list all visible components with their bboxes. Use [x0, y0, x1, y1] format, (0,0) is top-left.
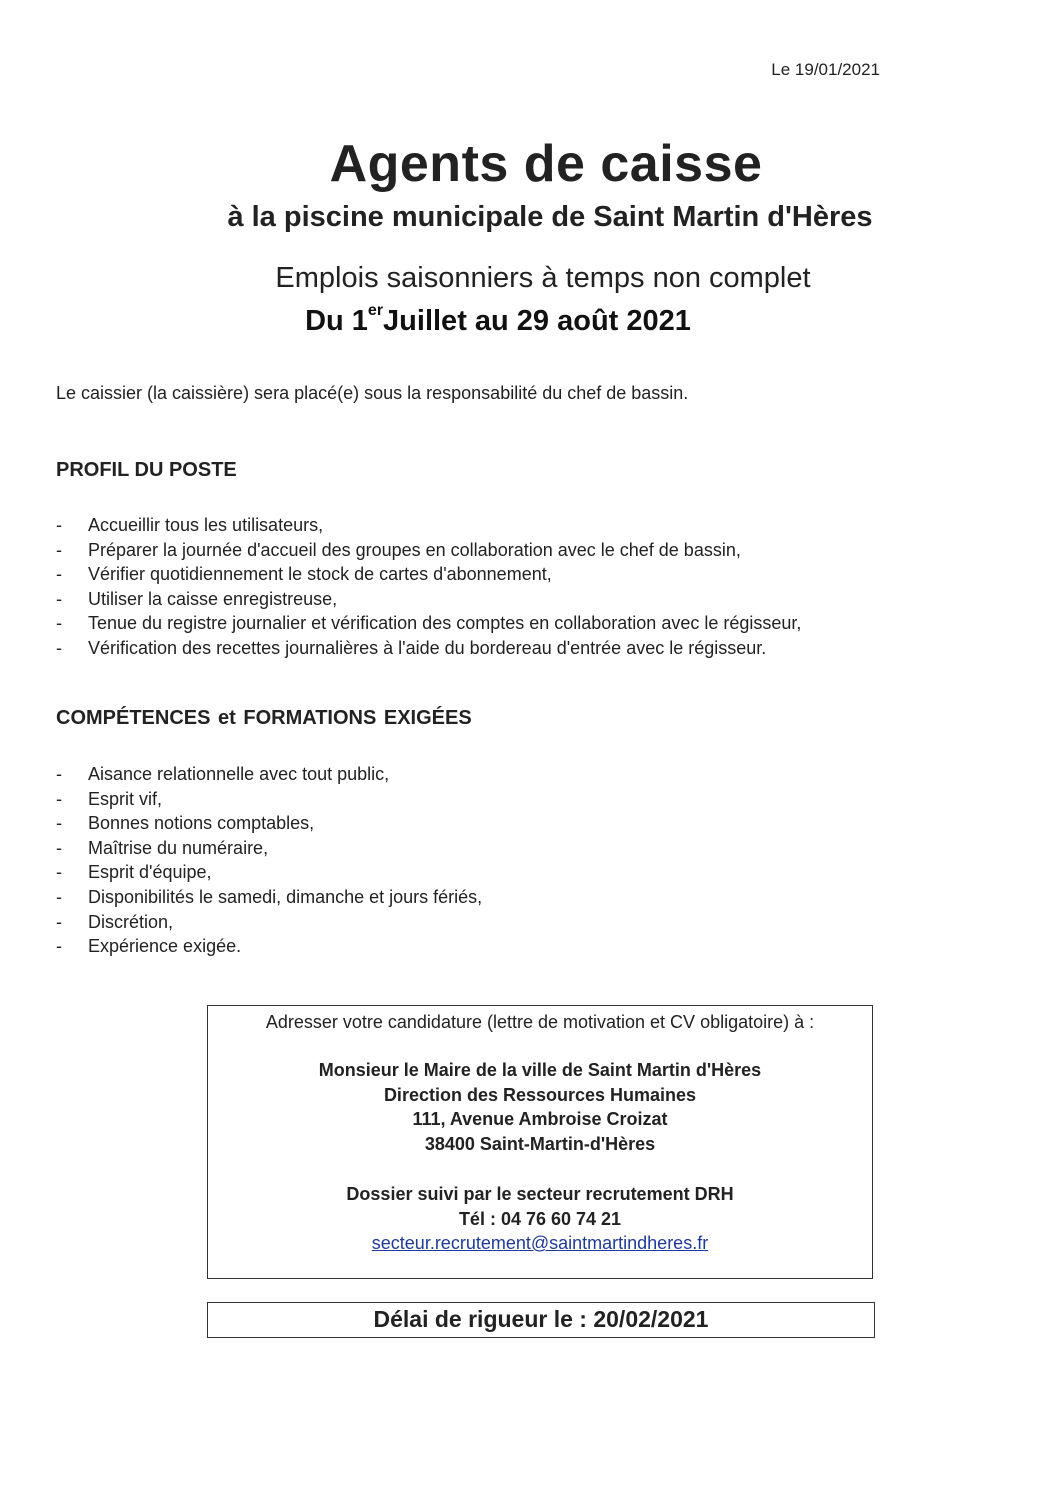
employment-period: [0, 302, 996, 338]
list-item: - Esprit d'équipe,: [56, 862, 212, 883]
list-item: - Aisance relationnelle avec tout public,: [56, 764, 390, 784]
list-item-text: Bonnes notions comptables,: [88, 813, 315, 834]
period-suffix: Juillet au 29 août 2021: [383, 305, 691, 337]
contact-street: 111, Avenue Ambroise Croizat: [412, 1109, 668, 1129]
profil-list: [56, 513, 801, 661]
employment-type: Emplois saisonniers à temps non complet: [275, 262, 811, 294]
deadline-box: Délai de rigueur le : 20/02/2021: [207, 1302, 875, 1338]
contact-box: [207, 1005, 873, 1279]
profil-section-title: PROFIL DU POSTE: [56, 459, 237, 481]
list-item: - Esprit vif,: [56, 788, 163, 809]
list-item-text: Maîtrise du numéraire,: [88, 837, 269, 858]
list-item-text: Expérience exigée.: [88, 936, 242, 957]
list-item-text: Utiliser la caisse enregistreuse,: [88, 588, 338, 609]
contact-city: 38400 Saint-Martin-d'Hères: [424, 1133, 656, 1154]
contact-phone: Tél : 04 76 60 74 21: [458, 1208, 622, 1229]
contact-recipient: Monsieur le Maire de la ville de Saint Martin d'Hères: [318, 1060, 762, 1080]
contact-email-link[interactable]: secteur.recrutement@saintmartindheres.fr: [371, 1233, 709, 1253]
list-item-text: Préparer la journée d'accueil des groupes en collaboration avec le chef de bassin,: [88, 539, 741, 560]
period-prefix: Du 1: [305, 305, 368, 337]
contact-followed-by: Dossier suivi par le secteur recrutement DRH: [346, 1184, 734, 1204]
period-superscript: er: [367, 302, 384, 320]
competences-list: [56, 762, 482, 959]
list-item: - Bonnes notions comptables,: [56, 813, 315, 834]
contact-followup: [208, 1182, 872, 1256]
list-item-text: Discrétion,: [88, 911, 174, 932]
list-item: - Vérifier quotidiennement le stock de cartes d'abonnement,: [56, 564, 552, 585]
list-item-text: Vérification des recettes journalières à l'aide du bordereau d'entrée avec le régisseur.: [88, 637, 767, 658]
list-item: - Expérience exigée.: [56, 936, 242, 957]
list-item: - Discrétion,: [56, 911, 174, 932]
list-item-text: Disponibilités le samedi, dimanche et jours fériés,: [88, 886, 483, 907]
list-item-text: Esprit vif,: [88, 788, 163, 809]
list-item-text: Vérifier quotidiennement le stock de cartes d'abonnement,: [88, 564, 552, 585]
list-item-text: Accueillir tous les utilisateurs,: [88, 515, 324, 535]
page-subtitle: à la piscine municipale de Saint Martin d'Hères: [227, 201, 873, 233]
page-title: Agents de caisse: [329, 135, 763, 193]
list-item: - Vérification des recettes journalières à l'aide du bordereau d'entrée avec le régisseur.: [56, 637, 767, 658]
list-item: - Préparer la journée d'accueil des groupes en collaboration avec le chef de bassin,: [56, 539, 741, 560]
list-item: - Disponibilités le samedi, dimanche et jours fériés,: [56, 886, 483, 907]
list-item: - Maîtrise du numéraire,: [56, 837, 269, 858]
list-item-text: Tenue du registre journalier et vérification des comptes en collaboration avec le régisseur,: [88, 613, 802, 634]
list-item-text: Aisance relationnelle avec tout public,: [88, 764, 390, 784]
list-item: - Utiliser la caisse enregistreuse,: [56, 588, 338, 609]
document-date: Le 19/01/2021: [771, 60, 880, 79]
contact-intro: Adresser votre candidature (lettre de motivation et CV obligatoire) à :: [265, 1012, 815, 1032]
contact-address: [208, 1058, 872, 1156]
competences-section-title: COMPÉTENCES et FORMATIONS EXIGÉES: [56, 707, 472, 729]
list-item: - Tenue du registre journalier et vérification des comptes en collaboration avec le régisseur,: [56, 613, 802, 634]
intro-text: Le caissier (la caissière) sera placé(e) sous la responsabilité du chef de bassin.: [56, 383, 689, 403]
list-item: - Accueillir tous les utilisateurs,: [56, 515, 324, 535]
contact-department: Direction des Ressources Humaines: [383, 1084, 697, 1105]
list-item-text: Esprit d'équipe,: [88, 862, 212, 883]
